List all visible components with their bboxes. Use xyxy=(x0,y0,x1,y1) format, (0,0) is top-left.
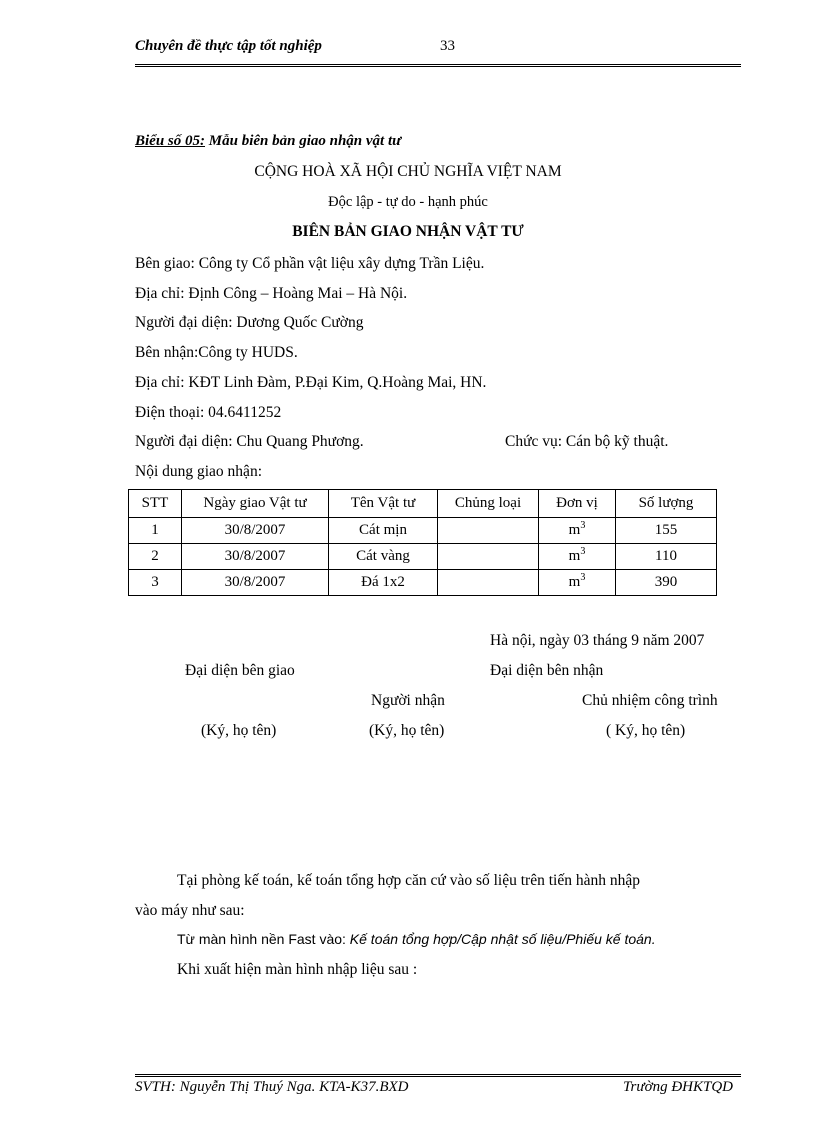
phone-line: Điện thoại: 04.6411252 xyxy=(135,404,282,421)
footer-student: SVTH: Nguyễn Thị Thuý Nga. KTA-K37.BXD xyxy=(135,1079,409,1095)
col-header: Số lượng xyxy=(616,490,717,518)
paragraph-2-prefix: Từ màn hình nền Fast vào: xyxy=(177,931,350,947)
col-header: Chủng loại xyxy=(438,490,539,518)
cell-date: 30/8/2007 xyxy=(182,570,329,596)
table-row xyxy=(129,544,717,570)
form-caption-text: Mẫu biên bản giao nhận vật tư xyxy=(205,133,402,149)
receiver-representative: Người đại diện: Chu Quang Phương. xyxy=(135,433,364,450)
motto: Độc lập - tự do - hạnh phúc xyxy=(328,194,488,210)
footer-school: Trường ĐHKTQD xyxy=(623,1079,733,1095)
sender-representative: Người đại diện: Dương Quốc Cường xyxy=(135,314,364,331)
col-header: STT xyxy=(129,490,182,518)
cell-qty: 390 xyxy=(616,570,717,596)
sign-receiver: (Ký, họ tên) xyxy=(369,722,445,739)
cell-type xyxy=(438,518,539,544)
form-caption xyxy=(135,133,401,150)
sign-giver: (Ký, họ tên) xyxy=(201,722,277,739)
content-label: Nội dung giao nhận: xyxy=(135,463,262,480)
cell-name: Cát mịn xyxy=(329,518,438,544)
site-manager: Chủ nhiệm công trình xyxy=(582,692,718,709)
sender-address: Địa chỉ: Định Công – Hoàng Mai – Hà Nội. xyxy=(135,285,408,302)
table-row xyxy=(129,570,717,596)
receiver-person: Người nhận xyxy=(371,692,445,709)
paragraph-1-line-2: vào máy như sau: xyxy=(135,902,245,919)
cell-stt: 2 xyxy=(129,544,182,570)
col-header: Ngày giao Vật tư xyxy=(182,490,329,518)
page-number: 33 xyxy=(440,38,455,54)
header-title: Chuyên đề thực tập tốt nghiệp xyxy=(135,38,322,54)
country-heading: CỘNG HOÀ XÃ HỘI CHỦ NGHĨA VIỆT NAM xyxy=(254,163,562,180)
page-header xyxy=(135,38,741,67)
sender-line: Bên giao: Công ty Cổ phần vật liệu xây dựng Trần Liệu. xyxy=(135,255,485,272)
receiver-line: Bên nhận:Công ty HUDS. xyxy=(135,344,298,361)
position-line: Chức vụ: Cán bộ kỹ thuật. xyxy=(505,433,669,450)
cell-qty: 110 xyxy=(616,544,717,570)
cell-unit: $m^3$ xyxy=(539,570,616,596)
cell-type xyxy=(438,544,539,570)
table-header-row xyxy=(129,490,717,518)
cell-stt: 1 xyxy=(129,518,182,544)
giver-title: Đại diện bên giao xyxy=(185,662,295,679)
paragraph-3: Khi xuất hiện màn hình nhập liệu sau : xyxy=(177,961,418,978)
menu-path: Kế toán tổng hợp/Cập nhật số liệu/Phiếu kế toán. xyxy=(349,931,656,947)
cell-qty: 155 xyxy=(616,518,717,544)
page-footer xyxy=(135,1074,741,1101)
table-row xyxy=(129,518,717,544)
sign-manager: ( Ký, họ tên) xyxy=(606,722,686,739)
col-header: Tên Vật tư xyxy=(329,490,438,518)
cell-date: 30/8/2007 xyxy=(182,544,329,570)
form-label: Biểu số 05: xyxy=(135,133,206,149)
materials-table xyxy=(128,489,717,596)
paragraph-1-line-1: Tại phòng kế toán, kế toán tổng hợp căn cứ vào số liệu trên tiến hành nhập xyxy=(177,872,640,889)
cell-stt: 3 xyxy=(129,570,182,596)
cell-unit: $m^3$ xyxy=(539,518,616,544)
col-header: Đơn vị xyxy=(539,490,616,518)
cell-unit: $m^3$ xyxy=(539,544,616,570)
paragraph-2 xyxy=(177,931,656,947)
cell-date: 30/8/2007 xyxy=(182,518,329,544)
document-title: BIÊN BẢN GIAO NHẬN VẬT TƯ xyxy=(292,223,524,240)
cell-type xyxy=(438,570,539,596)
receiver-title: Đại diện bên nhận xyxy=(490,662,604,679)
cell-name: Đá 1x2 xyxy=(329,570,438,596)
receiver-address: Địa chỉ: KĐT Linh Đàm, P.Đại Kim, Q.Hoàng Mai, HN. xyxy=(135,374,487,391)
cell-name: Cát vàng xyxy=(329,544,438,570)
date-line: Hà nội, ngày 03 tháng 9 năm 2007 xyxy=(490,632,705,649)
